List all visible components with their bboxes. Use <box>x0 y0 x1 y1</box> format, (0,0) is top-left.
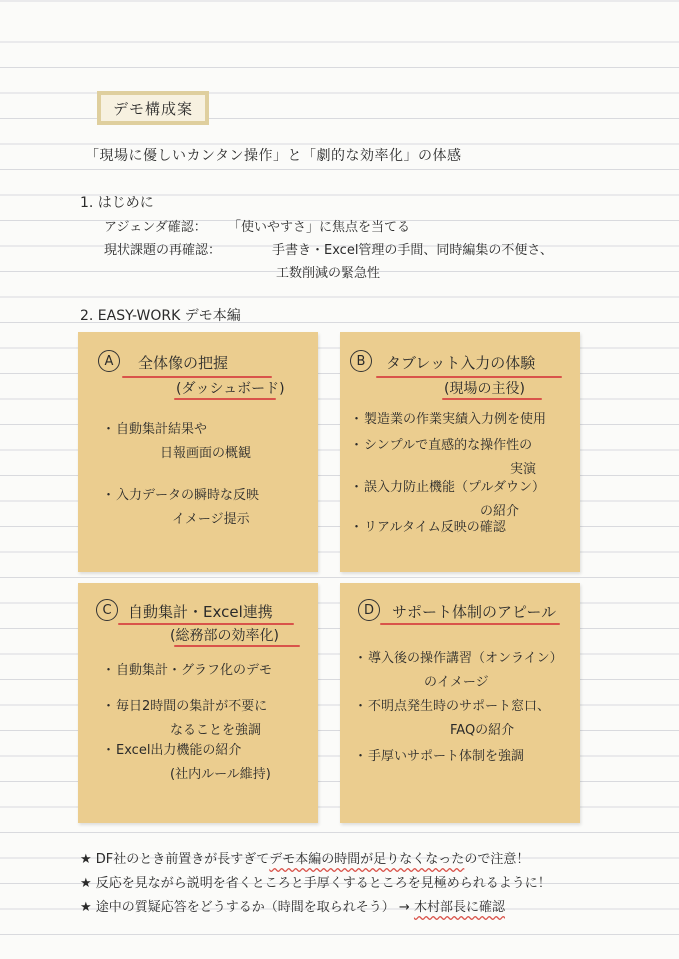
note-a-title: 全体像の把握 <box>138 354 229 372</box>
star-note-1: ★ DF社のとき前置きが長すぎてデモ本編の時間が足りなくなったので注意！ <box>80 852 530 867</box>
bullet-dot: ・ <box>350 520 364 535</box>
bullet-dot: ・ <box>102 663 116 678</box>
note-d-bullet: ・導入後の操作講習（オンライン） のイメージ <box>354 647 563 695</box>
note-c-bullet: ・Excel出力機能の紹介 (社内ルール維持) <box>102 739 271 787</box>
note-b-badge: B <box>350 350 372 372</box>
bullet-dot: ・ <box>102 699 116 714</box>
recheck-text-line1: 手書き・Excel管理の手間、同時編集の不便さ、 <box>272 243 553 258</box>
note-a-badge: A <box>98 350 120 372</box>
note-d-underline <box>380 623 560 625</box>
star-note-2: ★ 反応を見ながら説明を省くところと手厚くするところを見極められるように！ <box>80 876 551 891</box>
agenda-text: 「使いやすさ」に焦点を当てる <box>228 220 411 235</box>
section1-heading: 1. はじめに <box>80 195 154 211</box>
note-c-badge: C <box>96 599 118 621</box>
recheck-label: 現状課題の再確認： <box>104 243 222 258</box>
bullet-dot: ・ <box>354 651 368 666</box>
page-title <box>97 91 209 125</box>
bullet-dot: ・ <box>102 743 116 758</box>
note-b-bullet: ・製造業の作業実績入力例を使用 <box>350 408 546 432</box>
recheck-text-line2: 工数削減の緊急性 <box>276 266 381 281</box>
bullet-dot: ・ <box>350 438 364 453</box>
note-c-sub-underline <box>174 645 300 647</box>
note-b <box>340 332 580 572</box>
star-note-3: ★ 途中の質疑応答をどうするか（時間を取られそう） → 木村部長に確認 <box>80 900 505 915</box>
bullet-dot: ・ <box>102 422 116 437</box>
highlight-text: 木村部長に確認 <box>413 900 505 915</box>
bullet-dot: ・ <box>350 480 364 495</box>
page-title-text: デモ構成案 <box>112 99 193 118</box>
note-a-sub: (ダッシュボード) <box>176 381 285 397</box>
bullet-dot: ・ <box>354 749 368 764</box>
note-b-title: タブレット入力の体験 <box>386 354 536 372</box>
note-a-sub-underline <box>174 398 276 400</box>
star-icon: ★ <box>80 852 92 867</box>
note-d-badge: D <box>358 599 380 621</box>
bullet-dot: ・ <box>354 699 368 714</box>
note-d <box>340 583 580 823</box>
bullet-dot: ・ <box>350 412 364 427</box>
note-c-title: 自動集計・Excel連携 <box>128 603 273 621</box>
bullet-dot: ・ <box>102 488 116 503</box>
note-b-sub-underline <box>442 398 542 400</box>
note-b-bullet: ・誤入力防止機能（プルダウン） の紹介 <box>350 476 545 524</box>
note-a-bullet: ・自動集計結果や 日報画面の概観 <box>102 418 251 466</box>
star-icon: ★ <box>80 900 92 915</box>
section2-heading: 2. EASY-WORK デモ本編 <box>80 308 241 324</box>
note-d-bullet: ・不明点発生時のサポート窓口、 FAQの紹介 <box>354 695 550 743</box>
note-d-title: サポート体制のアピール <box>392 603 557 621</box>
note-c-bullet: ・自動集計・グラフ化のデモ <box>102 659 272 683</box>
agenda-label: アジェンダ確認： <box>104 220 207 235</box>
note-b-sub: (現場の主役) <box>444 381 525 397</box>
note-d-bullet: ・手厚いサポート体制を強調 <box>354 745 524 769</box>
note-a <box>78 332 318 572</box>
star-icon: ★ <box>80 876 92 891</box>
subtitle: 「現場に優しいカンタン操作」と「劇的な効率化」の体感 <box>85 148 462 164</box>
note-b-bullet: ・シンプルで直感的な操作性の 実演 <box>350 434 536 482</box>
note-c <box>78 583 318 823</box>
note-c-sub: (総務部の効率化) <box>170 628 279 644</box>
note-b-bullet: ・リアルタイム反映の確認 <box>350 516 506 540</box>
highlight-text: デモ本編の時間が足りなくなった <box>269 852 465 867</box>
note-a-bullet: ・入力データの瞬時な反映 イメージ提示 <box>102 484 259 532</box>
note-c-bullet: ・毎日2時間の集計が不要に なることを強調 <box>102 695 267 743</box>
